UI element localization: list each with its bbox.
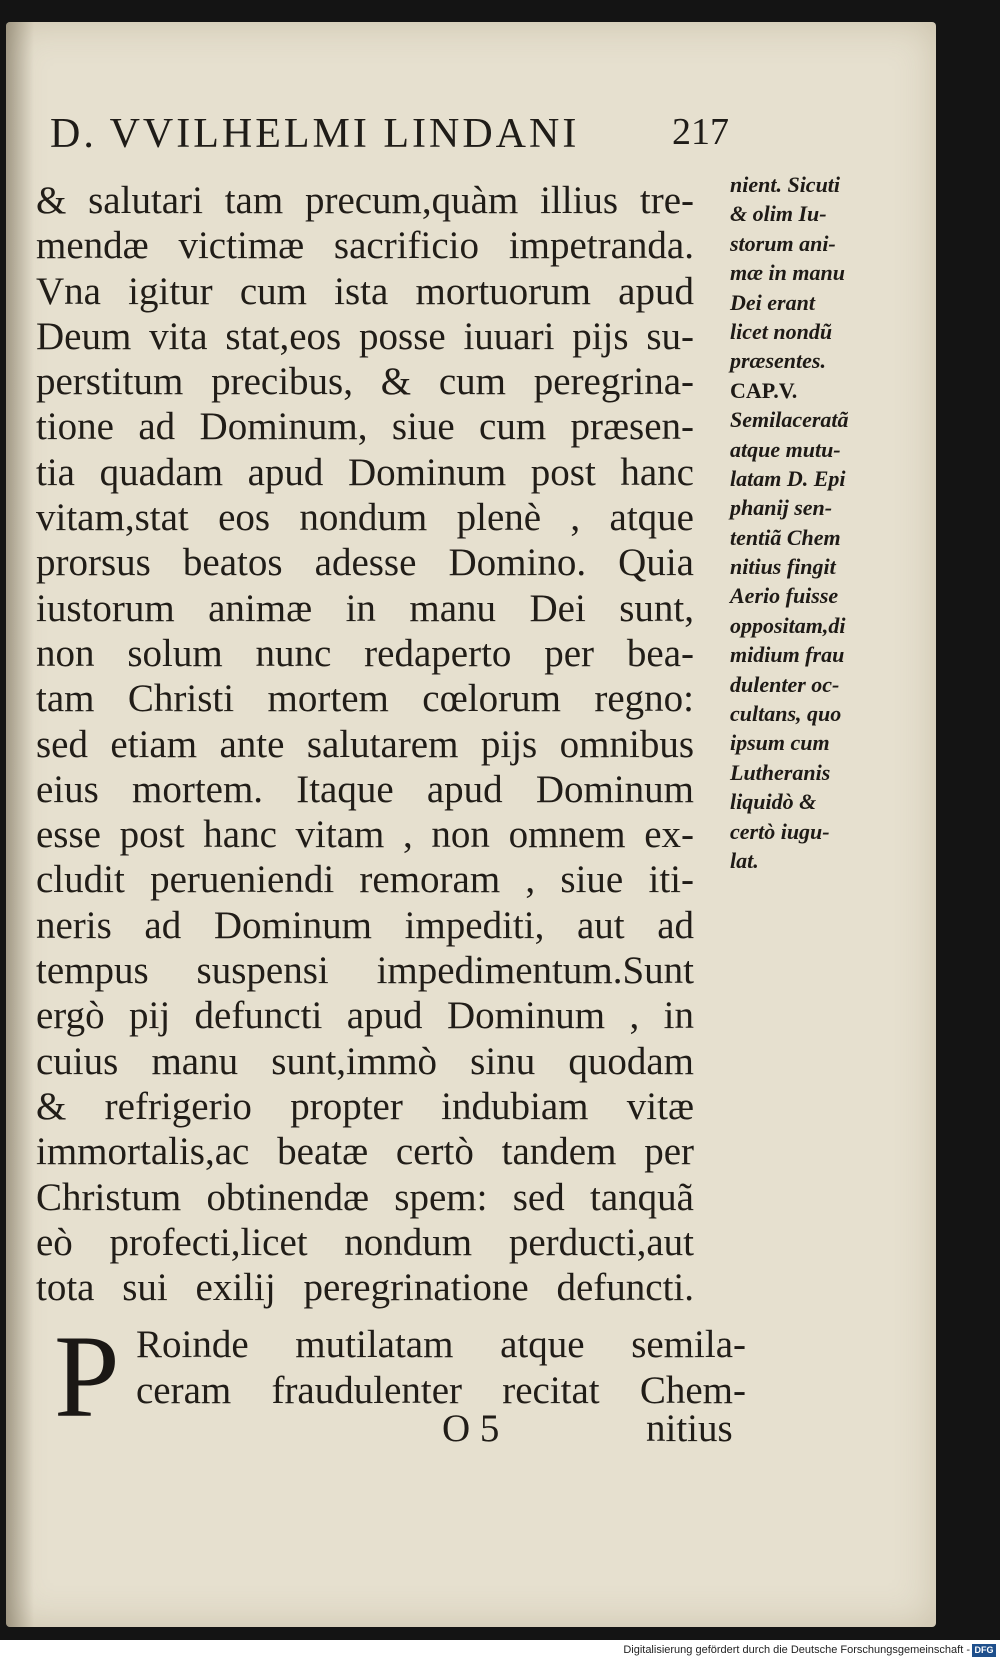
digitization-footer xyxy=(0,1640,1000,1662)
text-line: sed etiam ante salutarem pijs omnibus xyxy=(36,722,694,766)
margin-note-line: Dei erant xyxy=(730,289,815,315)
text-line: tione ad Dominum, siue cum præsen- xyxy=(36,405,694,449)
margin-note-line: Semilaceratã xyxy=(730,407,849,433)
margin-note-line: midium frau xyxy=(730,642,845,668)
margin-note-line: Aerio fuisse xyxy=(730,583,839,609)
text-line: cuius manu sunt,immò sinu quodam xyxy=(36,1039,694,1083)
running-title: D. VVILHELMI LINDANI xyxy=(50,111,580,157)
margin-note-line: Lutheranis xyxy=(730,759,831,785)
text-line: Vna igitur cum ista mortuorum apud xyxy=(36,269,694,313)
margin-note-line: certò iugu- xyxy=(730,818,830,844)
text-line: tota sui exilij peregrinatione defuncti. xyxy=(36,1266,694,1310)
text-line: immortalis,ac beatæ certò tandem per xyxy=(36,1130,694,1174)
margin-note-line: atque mutu- xyxy=(730,436,841,462)
text-line: eius mortem. Itaque apud Dominum xyxy=(36,767,694,811)
text-line: tempus suspensi impedimentum.Sunt xyxy=(36,949,694,993)
margin-note-line: mæ in manu xyxy=(730,260,845,286)
main-text-block xyxy=(36,178,756,1310)
text-line: cludit perueniendi remoram , siue iti- xyxy=(36,858,694,902)
text-line: neris ad Dominum impediti, aut ad xyxy=(36,903,694,947)
margin-note-line: latam D. Epi xyxy=(730,465,846,491)
margin-note-line: & olim Iu- xyxy=(730,201,827,227)
margin-note-line: oppositam,di xyxy=(730,612,846,638)
dfg-logo-icon: DFG xyxy=(972,1644,996,1657)
marginal-notes xyxy=(730,170,880,875)
margin-note-line: cultans, quo xyxy=(730,701,842,727)
text-line: & refrigerio propter indubiam vitæ xyxy=(36,1084,694,1128)
signature-mark: O 5 xyxy=(442,1407,500,1450)
text-line: iustorum animæ in manu Dei sunt, xyxy=(36,586,694,630)
second-paragraph xyxy=(136,1322,751,1414)
margin-note-line: tentiã Chem xyxy=(730,524,841,550)
text-line: & salutari tam precum,quàm illius tre- xyxy=(36,179,694,222)
chapter-marker: CAP.V. xyxy=(730,377,798,403)
text-line: ergò pij defuncti apud Dominum , in xyxy=(36,994,694,1038)
text-line: Christum obtinendæ spem: sed tanquã xyxy=(36,1175,694,1219)
margin-note-line: dulenter oc- xyxy=(730,671,840,697)
text-line: perstitum precibus, & cum peregrina- xyxy=(36,360,694,404)
running-header xyxy=(50,100,730,160)
margin-note-line: lat. xyxy=(730,847,759,873)
text-line: non solum nunc redaperto per bea- xyxy=(36,631,694,675)
text-line: mendæ victimæ sacrificio impetranda. xyxy=(36,224,694,268)
margin-note-line: liquidò & xyxy=(730,789,817,815)
text-line: vitam,stat eos nondum plenè , atque xyxy=(36,496,694,540)
text-line: ceram fraudulenter recitat Chem- xyxy=(136,1369,746,1412)
margin-note-line: nient. Sicuti xyxy=(730,172,841,197)
text-line: Deum vita stat,eos posse iuuari pijs su- xyxy=(36,314,694,358)
margin-note-line: phanij sen- xyxy=(730,495,833,521)
catchword: nitius xyxy=(646,1407,733,1450)
drop-cap-initial: P xyxy=(54,1311,120,1442)
margin-note-line: storum ani- xyxy=(730,230,836,256)
spine-shadow xyxy=(6,22,34,1627)
margin-note-line: nitius fingit xyxy=(730,554,836,580)
margin-note-line: licet nondũ xyxy=(730,318,833,344)
book-page xyxy=(6,22,936,1627)
footer-credit: Digitalisierung gefördert durch die Deutsche Forschungsgemeinschaft - xyxy=(623,1644,970,1656)
text-line: tia quadam apud Dominum post hanc xyxy=(36,450,694,494)
margin-note-line: præsentes. xyxy=(730,348,826,374)
page-number: 217 xyxy=(672,111,729,153)
text-line: prorsus beatos adesse Domino. Quia xyxy=(36,541,694,585)
text-line: Roinde mutilatam atque semila- xyxy=(136,1323,746,1366)
margin-note-line: ipsum cum xyxy=(730,730,830,756)
text-line: esse post hanc vitam , non omnem ex- xyxy=(36,813,694,857)
text-line: tam Christi mortem cœlorum regno: xyxy=(36,677,694,721)
text-line: eò profecti,licet nondum perducti,aut xyxy=(36,1220,694,1264)
